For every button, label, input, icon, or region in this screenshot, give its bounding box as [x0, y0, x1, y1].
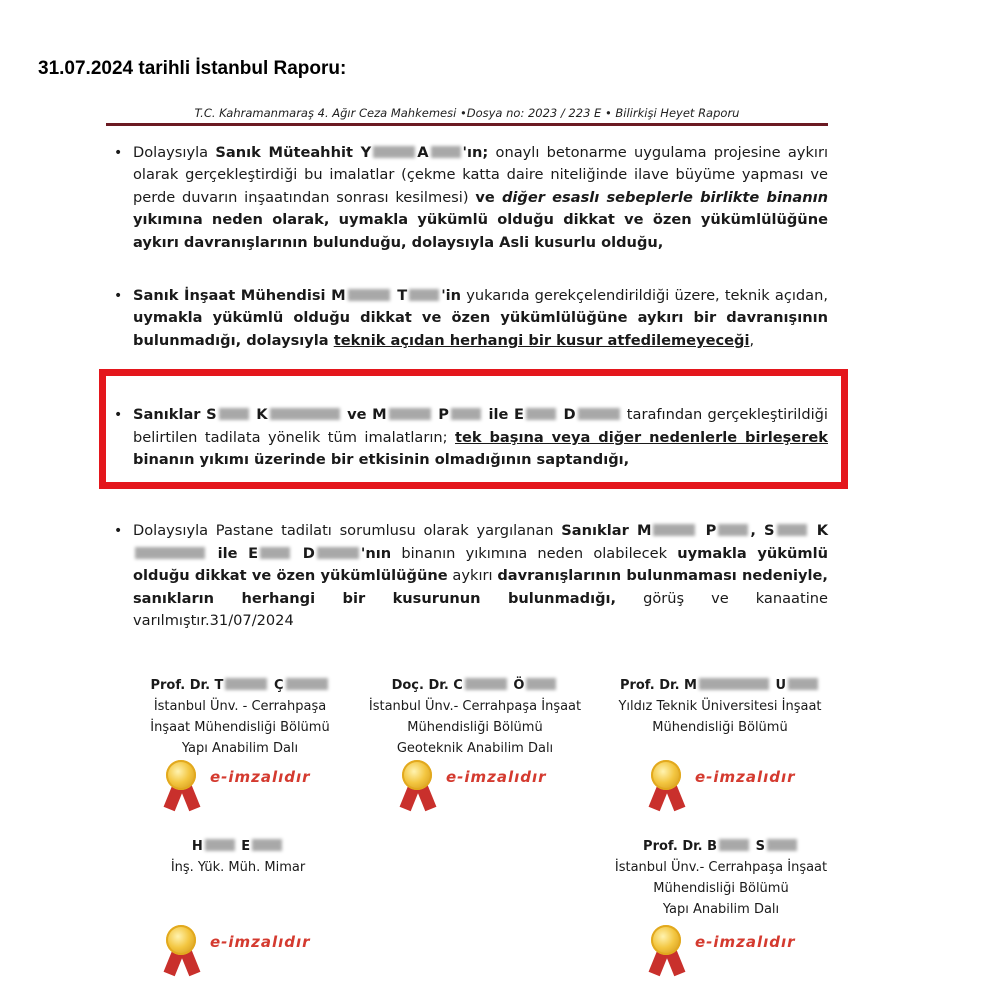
redacted-name: [718, 524, 748, 536]
signatory-name: Doç. Dr. C Ö: [350, 675, 600, 696]
e-signature-seal: e-imzalıdır: [645, 925, 805, 981]
redacted-name: [653, 524, 695, 536]
redacted-name: [260, 547, 290, 559]
signatory-name: Prof. Dr. B S: [596, 836, 846, 857]
signature-block-5: Prof. Dr. B S İstanbul Ünv.- Cerrahpaşa İnşaat Mühendisliği Bölümü Yapı Anabilim Dalı: [596, 836, 846, 920]
highlight-box: [99, 369, 848, 489]
e-signature-seal: e-imzalıdır: [160, 760, 320, 816]
medal-icon: [651, 760, 681, 790]
redacted-name: [317, 547, 359, 559]
redacted-name: [225, 678, 267, 690]
finding-paragraph-1: • Dolaysıyla Sanık Müteahhit Y A 'ın; onaylı betonarme uygulama projesine aykırı olarak gerçekleştirdiği bu imalatlar (çekme katta daire niteliğinde ilave büyüme yapması ve perde duvarın inşaatından sonrası kesilmesi) ve diğer esaslı sebeplerle birlikte binanın yıkımına neden olarak, uymakla yükümlü olduğu dikkat ve özen yükümlülüğüne aykırı davranışlarının bulunduğu, dolaysıyla Asli kusurlu olduğu,: [106, 142, 828, 254]
e-signature-seal: e-imzalıdır: [160, 925, 320, 981]
signatory-name: Prof. Dr. M U: [600, 675, 840, 696]
redacted-name: [788, 678, 818, 690]
finding-paragraph-3-highlighted: • Sanıklar S K ve M P ile E D tarafından gerçekleştirildiği belirtilen tadilata yönelik tüm imalatların; tek başına veya diğer nedenlerle birleşerek binanın yıkımı üzerinde bir etkisinin olmadığının saptandığı,: [106, 404, 828, 471]
medal-icon: [166, 925, 196, 955]
document-header: T.C. Kahramanmaraş 4. Ağır Ceza Mahkemesi •Dosya no: 2023 / 223 E • Bilirkişi Heyet Raporu: [194, 106, 740, 120]
redacted-name: [252, 839, 282, 851]
redacted-name: [767, 839, 797, 851]
e-signature-seal: e-imzalıdır: [645, 760, 805, 816]
redacted-name: [431, 146, 461, 158]
redacted-name: [135, 547, 205, 559]
signature-block-4: H E İnş. Yük. Müh. Mimar: [148, 836, 328, 878]
redacted-name: [409, 289, 439, 301]
medal-icon: [402, 760, 432, 790]
signature-block-2: Doç. Dr. C Ö İstanbul Ünv.- Cerrahpaşa İnşaat Mühendisliği Bölümü Geoteknik Anabilim Dalı: [350, 675, 600, 759]
redacted-name: [526, 678, 556, 690]
redacted-name: [699, 678, 769, 690]
signature-block-1: Prof. Dr. T Ç İstanbul Ünv. - Cerrahpaşa İnşaat Mühendisliği Bölümü Yapı Anabilim Dalı: [128, 675, 352, 759]
signatory-name: H E: [148, 836, 328, 857]
redacted-name: [719, 839, 749, 851]
redacted-name: [348, 289, 390, 301]
header-rule: [106, 123, 828, 126]
finding-paragraph-4: • Dolaysıyla Pastane tadilatı sorumlusu olarak yargılanan Sanıklar M P , S K ile E D 'nın binanın yıkımına neden olabilecek uymakla yükümlü olduğu dikkat ve özen yükümlülüğüne aykırı davranışlarının bulunmaması nedeniyle, sanıkların herhangi bir kusurunun bulunmadığı, görüş ve kanaatine varılmıştır.31/07/2024: [106, 520, 828, 632]
signatory-name: Prof. Dr. T Ç: [128, 675, 352, 696]
signature-block-3: Prof. Dr. M U Yıldız Teknik Üniversitesi İnşaat Mühendisliği Bölümü: [600, 675, 840, 738]
redacted-name: [205, 839, 235, 851]
redacted-name: [373, 146, 415, 158]
redacted-name: [465, 678, 507, 690]
redacted-name: [286, 678, 328, 690]
medal-icon: [651, 925, 681, 955]
finding-paragraph-2: • Sanık İnşaat Mühendisi M T 'in yukarıda gerekçelendirildiği üzere, teknik açıdan, uymakla yükümlü olduğu dikkat ve özen yükümlülüğüne aykırı bir davranışının bulunmadığı, dolaysıyla teknik açıdan herhangi bir kusur atfedilemeyeceği,: [106, 285, 828, 352]
e-signature-seal: e-imzalıdır: [396, 760, 556, 816]
redacted-name: [777, 524, 807, 536]
medal-icon: [166, 760, 196, 790]
report-heading: 31.07.2024 tarihli İstanbul Raporu:: [38, 58, 347, 79]
